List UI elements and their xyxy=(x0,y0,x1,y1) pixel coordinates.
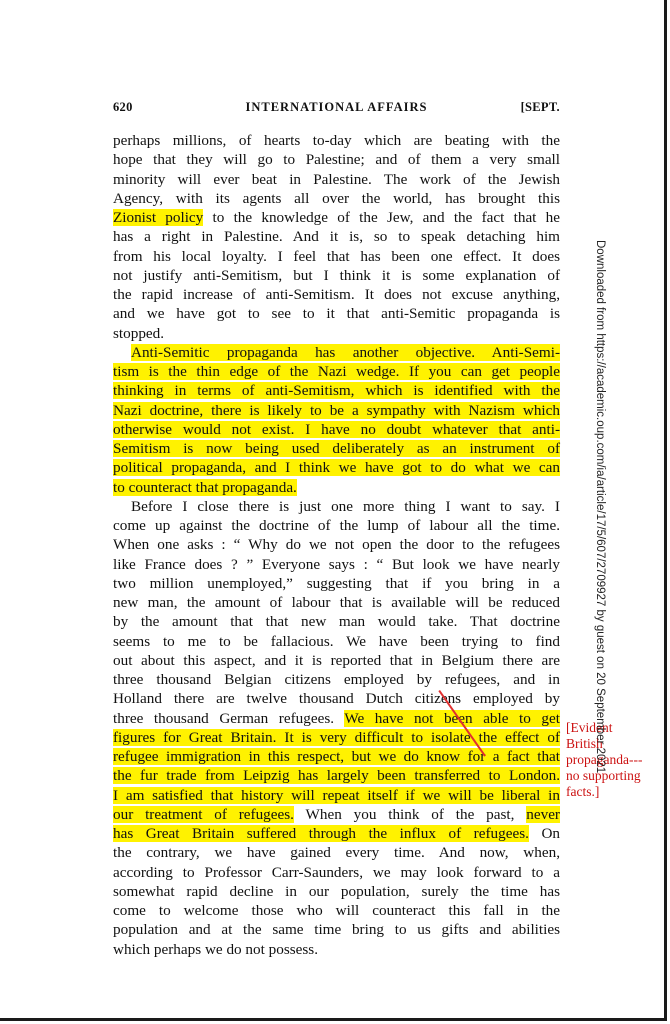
text-segment: minority will ever beat in Palestine. The work of the Jewish xyxy=(113,170,560,188)
journal-title: INTERNATIONAL AFFAIRS xyxy=(245,100,428,114)
highlighted-text: Zionist policy xyxy=(113,209,204,226)
text-line xyxy=(113,227,560,246)
highlighted-text: the fur trade from Leipzig has largely been transferred to London. xyxy=(113,767,560,785)
text-segment: not justify anti-Semitism, but I think it is some explanation of xyxy=(113,266,560,284)
running-header xyxy=(113,100,560,120)
text-line xyxy=(113,901,560,920)
highlighted-text: political propaganda, and I think we have got to do what we can xyxy=(113,459,560,477)
text-line xyxy=(113,920,560,939)
annotation-line: no supporting xyxy=(566,768,641,783)
text-line xyxy=(113,304,560,323)
text-line xyxy=(113,420,560,439)
text-line xyxy=(113,863,560,882)
text-line xyxy=(113,285,560,304)
text-line xyxy=(113,766,560,785)
annotation-line: facts.] xyxy=(566,784,600,799)
text-line xyxy=(113,362,560,381)
highlighted-text: has Great Britain suffered through the influx of refugees. xyxy=(113,825,529,842)
text-line xyxy=(113,170,560,189)
text-line xyxy=(113,266,560,285)
text-line xyxy=(113,478,560,497)
text-segment: the contrary, we have gained every time. And now, when, xyxy=(113,844,560,862)
highlighted-text: otherwise would not exist. I have no doubt whatever that anti- xyxy=(113,420,560,438)
text-line xyxy=(113,401,560,420)
text-segment: stopped. xyxy=(113,324,165,342)
text-segment: new man, the amount of labour that is available will be reduced xyxy=(113,594,560,611)
text-segment: seems to me to be fallacious. We have been trying to find xyxy=(113,632,560,650)
page-number: 620 xyxy=(113,100,133,114)
text-line xyxy=(113,574,560,593)
text-segment: come up against the doctrine of the lump of labour all the time. xyxy=(113,517,560,534)
text-segment: from his local loyalty. I feel that has been one effect. It does xyxy=(113,247,560,265)
text-segment: has a right in Palestine. And it is, so to speak detaching him xyxy=(113,228,560,246)
text-segment: by the amount that that new man would take. That doctrine xyxy=(113,613,560,631)
highlighted-text: Anti-Semitic propaganda has another objective. Anti-Semi- xyxy=(131,343,560,361)
text-line xyxy=(113,651,560,670)
text-segment: Before I close there is just one more thing I want to say. I xyxy=(131,497,560,515)
text-line xyxy=(113,516,560,535)
text-line xyxy=(113,805,560,824)
highlighted-text: figures for Great Britain. It is very difficult to isolate the effect of xyxy=(113,728,560,746)
highlighted-text: refugee immigration in this respect, but we do know for a fact that xyxy=(113,748,560,765)
text-segment: according to Professor Carr-Saunders, we may look forward to a xyxy=(113,863,560,881)
text-line xyxy=(113,189,560,208)
highlighted-text: never xyxy=(526,805,560,823)
text-line xyxy=(113,150,560,169)
text-line xyxy=(113,131,560,150)
text-line xyxy=(113,632,560,651)
text-segment: and we have got to see to it that anti-Semitic propaganda is xyxy=(113,305,560,323)
text-line xyxy=(113,343,560,362)
text-line xyxy=(113,882,560,901)
text-segment: come to welcome those who will counteract this fall in the xyxy=(113,902,560,919)
annotation-line: propaganda--- xyxy=(566,752,643,767)
margin-annotation xyxy=(566,720,662,800)
text-line xyxy=(113,324,560,343)
issue-month: [SEPT. xyxy=(520,100,560,114)
text-segment: out about this aspect, and it is reported that in Belgium there are xyxy=(113,651,560,669)
text-segment: hope that they will go to Palestine; and of them a very small xyxy=(113,151,560,169)
text-segment: the rapid increase of anti-Semitism. It does not excuse anything, xyxy=(113,286,560,303)
highlighted-text: I am satisfied that history will repeat itself if we will be liberal in xyxy=(113,786,560,804)
text-line xyxy=(113,555,560,574)
annotation-line: British xyxy=(566,736,603,751)
text-line xyxy=(113,689,560,708)
text-segment: Agency, with its agents all over the world, has brought this xyxy=(113,189,560,207)
text-segment: Holland there are twelve thousand Dutch citizens employed by xyxy=(113,690,560,708)
text-segment: population and at the same time bring to us gifts and abilities xyxy=(113,921,560,939)
highlighted-text: to counteract that propaganda. xyxy=(113,478,297,496)
article-body xyxy=(113,131,560,959)
highlighted-text: Nazi doctrine, there is likely to be a sympathy with Nazism which xyxy=(113,401,560,419)
text-segment: two million unemployed,” suggesting that if you bring in a xyxy=(113,574,560,592)
text-segment: somewhat rapid decline in our population, surely the time has xyxy=(113,882,560,900)
download-watermark: Downloaded from https://academic.oup.com/ia/article/17/5/607/2709927 by guest on 20 September 2021 xyxy=(594,240,606,774)
text-line xyxy=(113,786,560,805)
text-line xyxy=(113,843,560,862)
text-segment: three thousand German refugees. xyxy=(113,709,345,727)
text-segment: three thousand Belgian citizens employed by refugees, and in xyxy=(113,671,560,688)
text-line xyxy=(113,709,560,728)
text-segment: On xyxy=(528,825,561,842)
text-line xyxy=(113,458,560,477)
highlighted-text: We have not been able to get xyxy=(344,709,560,727)
text-line xyxy=(113,940,560,959)
highlighted-text: our treatment of refugees. xyxy=(113,805,294,823)
text-line xyxy=(113,747,560,766)
text-line xyxy=(113,728,560,747)
highlighted-text: thinking in terms of anti-Semitism, which is identified with the xyxy=(113,382,560,400)
text-segment: to the knowledge of the Jew, and the fact that he xyxy=(203,209,560,226)
text-line xyxy=(113,593,560,612)
text-segment: When you think of the past, xyxy=(293,805,527,823)
text-line xyxy=(113,381,560,400)
highlighted-text: Semitism is now being used deliberately as an instrument of xyxy=(113,440,560,457)
text-line xyxy=(113,439,560,458)
text-line xyxy=(113,247,560,266)
annotation-line: [Evident xyxy=(566,720,613,735)
text-line xyxy=(113,670,560,689)
highlighted-text: tism is the thin edge of the Nazi wedge. If you can get people xyxy=(113,363,560,380)
text-line xyxy=(113,535,560,554)
text-segment: which perhaps we do not possess. xyxy=(113,940,319,958)
text-line xyxy=(113,208,560,227)
text-segment: When one asks : “ Why do we not open the door to the refugees xyxy=(113,536,560,554)
text-segment: like France does ? ” Everyone says : “ But look we have nearly xyxy=(113,555,560,573)
text-line xyxy=(113,824,560,843)
text-line xyxy=(113,612,560,631)
text-segment: perhaps millions, of hearts to-day which are beating with the xyxy=(113,132,560,149)
text-line xyxy=(113,497,560,516)
